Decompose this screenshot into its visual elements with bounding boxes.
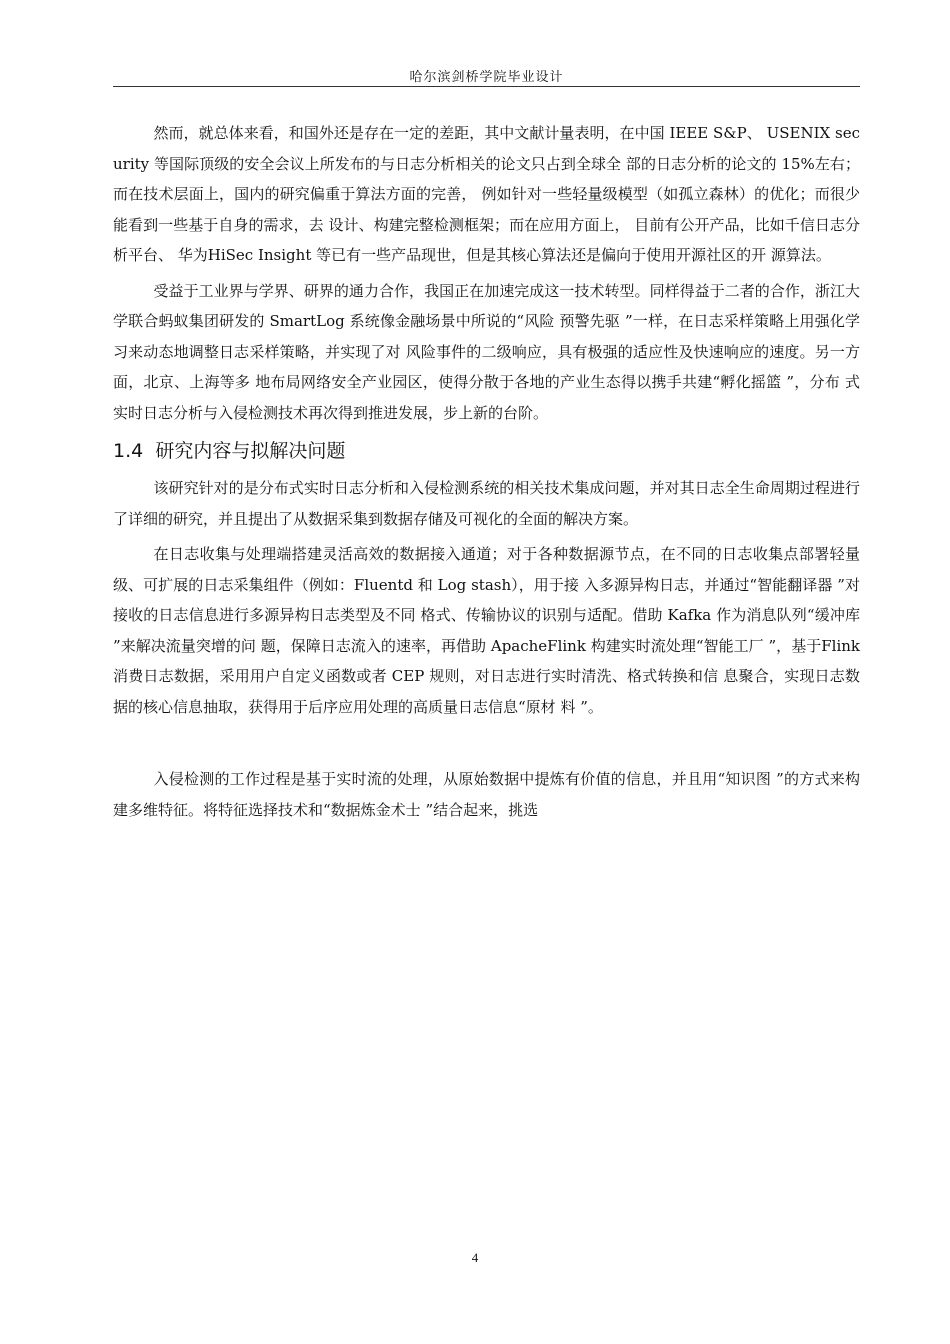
body-paragraph: 该研究针对的是分布式实时日志分析和入侵检测系统的相关技术集成问题，并对其日志全生命周期过程进行了详细的研究，并且提出了从数据采集到数据存储及可视化的全面的解决方案。 [113, 479, 860, 528]
section-heading [113, 433, 860, 469]
body-paragraph: 受益于工业界与学界、研界的通力合作，我国正在加速完成这一技术转型。同样得益于二者的合作，浙江大学联合蚂蚁集团研发的 SmartLog 系统像金融场景中所说的“风险 预警先驱 ”一样，在日志采样策略上用强化学习来动态地调整日志采样策略，并实现了对 风险事件的二级响应，具有极强的适应性及快速响应的速度。另一方面，北京、上海等多 地布局网络安全产业园区，使得分散于各地的产业生态得以携手共建“孵化摇篮 ”，分布 式实时日志分析与入侵检测技术再次得到推进发展，步上新的台阶。 [113, 281, 860, 422]
header-rule [113, 86, 860, 87]
page-number: 4 [471, 1250, 479, 1265]
body-paragraph: 然而，就总体来看，和国外还是存在一定的差距，其中文献计量表明，在中国 IEEE S&P、 USENIX security 等国际顶级的安全会议上所发布的与日志分析相关的论文只占到全球全 部的日志分析的论文的 15%左右；而在技术层面上，国内的研究偏重于算法方面的完善， 例如针对一些轻量级模型（如孤立森林）的优化；而很少能看到一些基于自身的需求，去 设计、构建完整检测框架；而在应用方面上， 目前有公开产品，比如千信日志分析平台、 华为HiSec Insight 等已有一些产品现世，但是其核心算法还是偏向于使用开源社区的开 源算法。 [113, 124, 860, 264]
body-paragraph: 入侵检测的工作过程是基于实时流的处理，从原始数据中提炼有价值的信息，并且用“知识图 ”的方式来构建多维特征。将特征选择技术和“数据炼金术士 ”结合起来，挑选 [113, 770, 860, 819]
section-title: 研究内容与拟解决问题 [155, 440, 346, 462]
section-number: 1.4 [113, 440, 144, 462]
page-header: 哈尔滨剑桥学院毕业设计 [409, 70, 564, 85]
body-paragraph: 在日志收集与处理端搭建灵活高效的数据接入通道；对于各种数据源节点，在不同的日志收集点部署轻量级、可扩展的日志采集组件（例如：Fluentd 和 Log stash），用于接 入多源异构日志，并通过“智能翻译器 ”对接收的日志信息进行多源异构日志类型及不同 格式、传输协议的识别与适配。借助 Kafka 作为消息队列“缓冲库 ”来解决流量突增的问 题，保障日志流入的速率，再借助 ApacheFlink 构建实时流处理“智能工厂 ”，基于Flink 消费日志数据，采用用户自定义函数或者 CEP 规则，对日志进行实时清洗、格式转换和信 息聚合，实现日志数据的核心信息抽取，获得用于后序应用处理的高质量日志信息“原材 料 ”。 [113, 545, 860, 716]
document-body [113, 118, 860, 830]
paragraph-gap [113, 727, 860, 764]
